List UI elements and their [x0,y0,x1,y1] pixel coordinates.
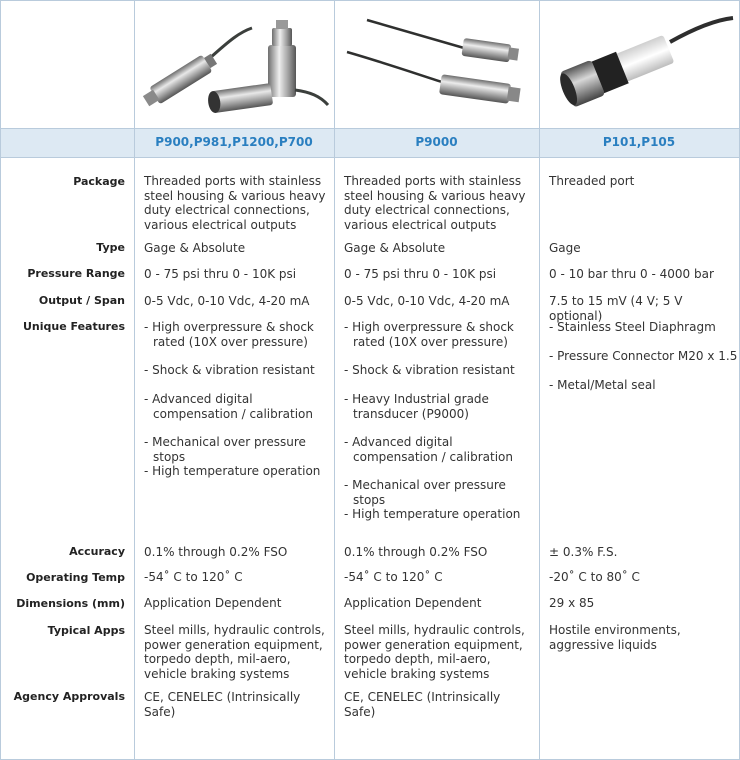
grid-line [0,0,740,1]
pressure-range-cell: 0 - 75 psi thru 0 - 10K psi [144,267,297,281]
row-label-unique-features: Unique Features [22,320,125,333]
row-label-output-span: Output / Span [38,294,125,307]
dimensions-cell: Application Dependent [344,596,482,610]
grid-line [0,0,1,760]
type-cell: Gage [549,241,581,255]
grid-line [334,0,335,760]
operating-temp-cell: -20˚ C to 80˚ C [549,570,640,584]
pressure-range-cell: 0 - 75 psi thru 0 - 10K psi [344,267,497,281]
package-cell: Threaded ports with stainless steel housing & various heavy duty electrical connections, various electrical outputs [344,174,526,232]
operating-temp-cell: -54˚ C to 120˚ C [144,570,243,584]
column-header-p900: P900,P981,P1200,P700 [155,135,313,149]
dimensions-cell: 29 x 85 [549,596,595,610]
feature-item: - Shock & vibration resistant [344,363,515,377]
agency-approvals-cell: CE, CENELEC (Intrinsically Safe) [144,690,301,719]
row-label-package: Package [73,175,125,188]
feature-item: - Metal/Metal seal [549,378,656,392]
feature-item: - High temperature operation [344,507,521,521]
row-label-dimensions: Dimensions (mm) [16,597,125,610]
feature-item: - Pressure Connector M20 x 1.5 [549,349,738,363]
agency-approvals-cell: CE, CENELEC (Intrinsically Safe) [344,690,501,719]
accuracy-cell: ± 0.3% F.S. [549,545,618,559]
output-span-cell: 0-5 Vdc, 0-10 Vdc, 4-20 mA [344,294,510,308]
feature-item: - High overpressure & shock rated (10X over pressure) [344,320,514,349]
feature-item: - High overpressure & shock rated (10X over pressure) [144,320,314,349]
column-header-p101: P101,P105 [602,135,676,149]
product-image-p900-sensors [140,20,330,120]
package-cell: Threaded port [549,174,635,188]
feature-item: - Stainless Steel Diaphragm [549,320,716,334]
row-label-accuracy: Accuracy [69,545,125,558]
package-cell: Threaded ports with stainless steel housing & various heavy duty electrical connections, various electrical outputs [144,174,326,232]
grid-line [0,157,740,158]
row-label-operating-temp: Operating Temp [26,571,125,584]
grid-line [134,0,135,760]
dimensions-cell: Application Dependent [144,596,282,610]
product-image-p9000-sensors [342,12,532,112]
feature-item: - Mechanical over pressure stops [344,478,506,507]
typical-apps-cell: Hostile environments, aggressive liquids [549,623,681,652]
type-cell: Gage & Absolute [144,241,246,255]
feature-item: - Heavy Industrial grade transducer (P9000) [344,392,489,421]
column-header-p9000: P9000 [415,135,458,149]
accuracy-cell: 0.1% through 0.2% FSO [344,545,488,559]
row-label-agency-approvals: Agency Approvals [13,690,125,703]
typical-apps-cell: Steel mills, hydraulic controls, power generation equipment, torpedo depth, mil-aero, vehicle braking systems [144,623,325,681]
row-label-typical-apps: Typical Apps [47,624,125,637]
product-image-p101-sensor [555,14,735,114]
pressure-range-cell: 0 - 10 bar thru 0 - 4000 bar [549,267,714,281]
typical-apps-cell: Steel mills, hydraulic controls, power generation equipment, torpedo depth, mil-aero, vehicle braking systems [344,623,525,681]
row-label-type: Type [96,241,125,254]
operating-temp-cell: -54˚ C to 120˚ C [344,570,443,584]
feature-item: - Advanced digital compensation / calibration [144,392,314,421]
type-cell: Gage & Absolute [344,241,446,255]
feature-item: - Shock & vibration resistant [144,363,315,377]
row-label-pressure-range: Pressure Range [27,267,125,280]
feature-item: - Mechanical over pressure stops [144,435,306,464]
feature-item: - Advanced digital compensation / calibration [344,435,514,464]
feature-item: - High temperature operation [144,464,321,478]
output-span-cell: 0-5 Vdc, 0-10 Vdc, 4-20 mA [144,294,310,308]
accuracy-cell: 0.1% through 0.2% FSO [144,545,288,559]
output-span-cell: 7.5 to 15 mV (4 V; 5 V optional) [549,294,683,323]
grid-line [539,0,540,760]
